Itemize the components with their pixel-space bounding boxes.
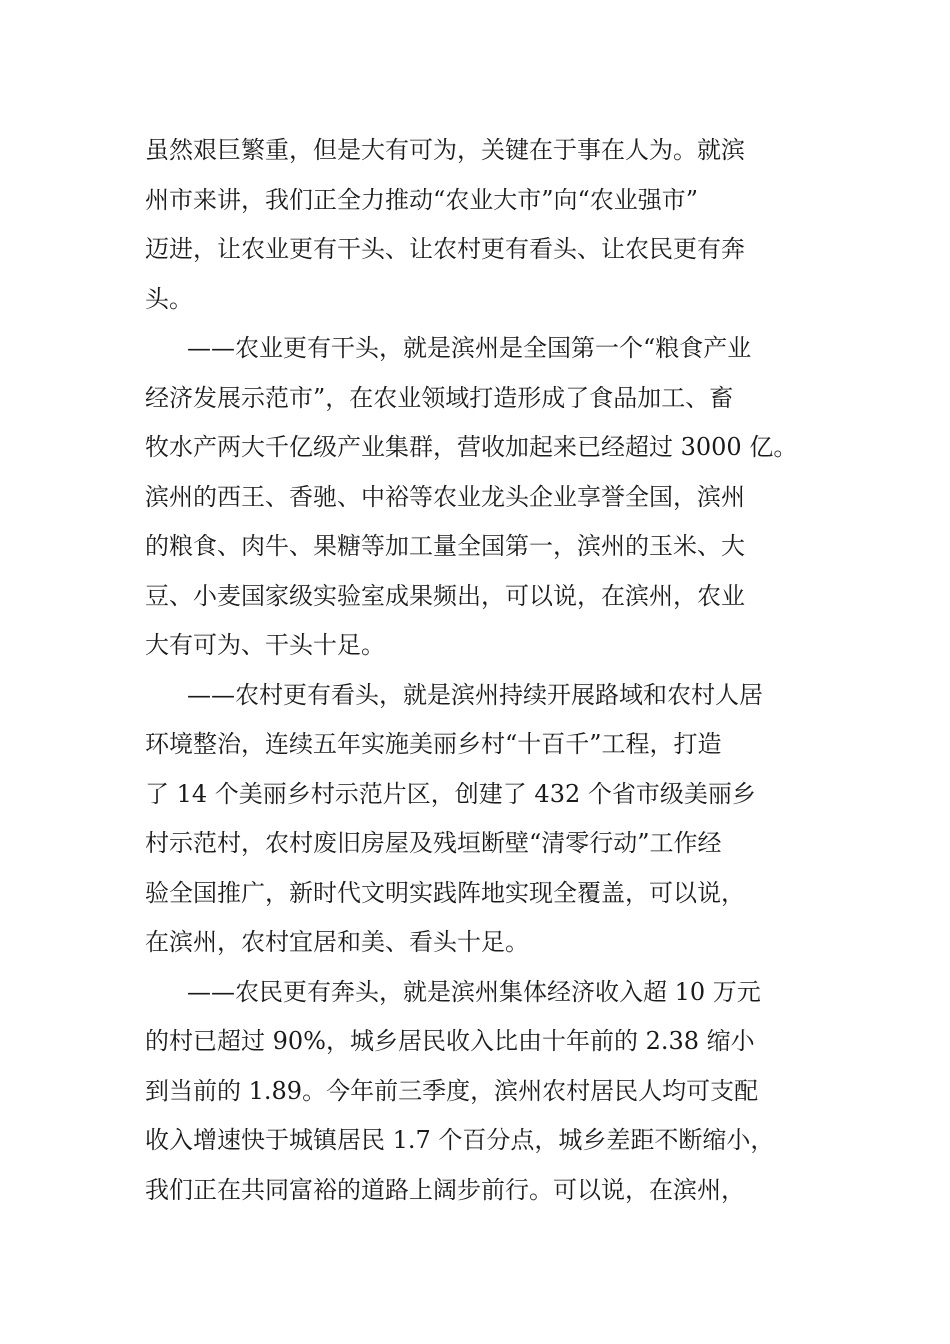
text-line: 迈进，让农业更有干头、让农村更有看头、让农民更有奔 xyxy=(145,235,745,263)
text-line: 牧水产两大千亿级产业集群，营收加起来已经超过 3000 亿。 xyxy=(145,433,798,461)
text-line: 到当前的 1.89。今年前三季度，滨州农村居民人均可支配 xyxy=(145,1076,759,1105)
text-line: ——农民更有奔头，就是滨州集体经济收入超 10 万元 xyxy=(187,977,761,1006)
text-line: 的粮食、肉牛、果糖等加工量全国第一，滨州的玉米、大 xyxy=(145,532,745,560)
text-line: ——农村更有看头，就是滨州持续开展路域和农村人居 xyxy=(187,680,763,709)
text-line: 我们正在共同富裕的道路上阔步前行。可以说，在滨州， xyxy=(145,1175,745,1204)
text-line: 经济发展示范市”，在农业领域打造形成了食品加工、畜 xyxy=(145,383,734,412)
text-line: 大有可为、干头十足。 xyxy=(145,631,385,659)
text-line: 州市来讲，我们正全力推动“农业大市”向“农业强市” xyxy=(145,185,699,214)
text-line: 村示范村，农村废旧房屋及残垣断壁“清零行动”工作经 xyxy=(145,829,722,857)
text-line: 虽然艰巨繁重，但是大有可为，关键在于事在人为。就滨 xyxy=(145,136,745,164)
text-line: 滨州的西王、香驰、中裕等农业龙头企业享誉全国，滨州 xyxy=(145,482,745,511)
text-line: ——农业更有干头，就是滨州是全国第一个“粮食产业 xyxy=(187,334,752,362)
text-line: 豆、小麦国家级实验室成果频出，可以说，在滨州，农业 xyxy=(145,581,745,610)
text-line: 在滨州，农村宜居和美、看头十足。 xyxy=(145,928,529,956)
text-line: 验全国推广，新时代文明实践阵地实现全覆盖，可以说， xyxy=(145,878,745,907)
text-line: 环境整治，连续五年实施美丽乡村“十百千”工程，打造 xyxy=(145,730,722,758)
text-line: 了 14 个美丽乡村示范片区，创建了 432 个省市级美丽乡 xyxy=(145,779,756,808)
text-line: 收入增速快于城镇居民 1.7 个百分点，城乡差距不断缩小， xyxy=(145,1126,775,1154)
body-text xyxy=(145,126,825,1215)
text-line: 头。 xyxy=(145,284,193,313)
text-line: 的村已超过 90%，城乡居民收入比由十年前的 2.38 缩小 xyxy=(145,1027,755,1055)
